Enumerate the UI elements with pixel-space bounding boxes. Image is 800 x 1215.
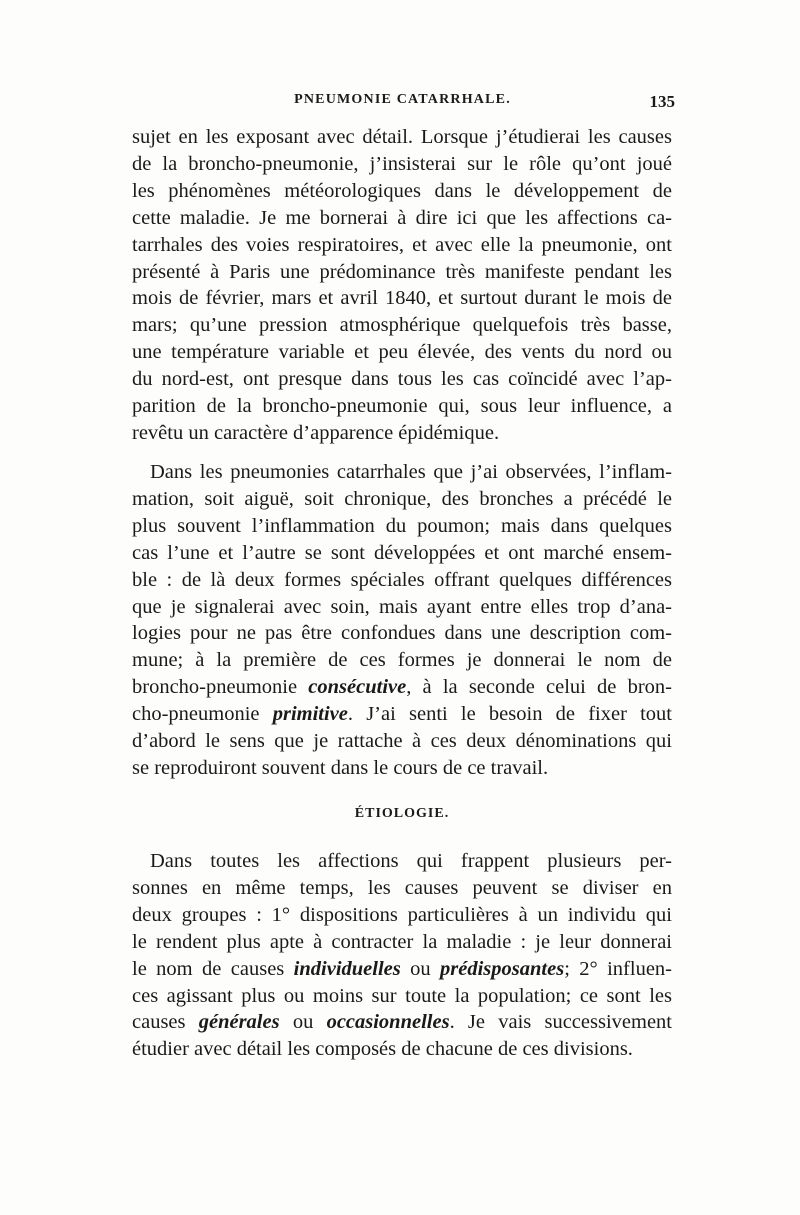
text-line	[132, 956, 672, 983]
text-line: Dans toutes les affections qui frappent plusieurs per-	[150, 850, 672, 872]
text-line: cette maladie. Je me bornerai à dire ici que les affections ca-	[132, 206, 672, 229]
text-line: une température variable et peu élevée, des vents du nord ou	[132, 341, 672, 364]
text-line: d’abord le sens que je rattache à ces deux dénominations qui	[132, 730, 672, 753]
running-title: PNEUMONIE CATARRHALE.	[294, 92, 511, 107]
text-line: mation, soit aiguë, soit chronique, des bronches a précédé le	[132, 487, 672, 510]
text-line: étudier avec détail les composés de chacune de ces divisions.	[132, 1038, 633, 1061]
text-line: cas l’une et l’autre se sont développées et ont marché ensem-	[132, 541, 672, 564]
text-line: les phénomènes météorologiques dans le développement de	[132, 179, 672, 202]
text-line: deux groupes : 1° dispositions particulières à un individu qui	[132, 903, 672, 926]
text-line	[132, 674, 672, 701]
text-run: ; 2° influen-	[564, 957, 672, 980]
text-run: . Je vais successivement	[449, 1011, 672, 1034]
text-line: de la broncho-pneumonie, j’insisterai sur le rôle qu’ont joué	[132, 152, 672, 175]
italic-term: occasionnelles	[326, 1011, 450, 1034]
text-run: ou	[279, 1011, 327, 1034]
text-line	[132, 701, 672, 728]
italic-term: générales	[198, 1011, 280, 1034]
text-line: tarrhales des voies respiratoires, et avec elle la pneumonie, ont	[132, 233, 672, 256]
text-line: mois de février, mars et avril 1840, et surtout durant le mois de	[132, 287, 672, 310]
text-line: se reproduiront souvent dans le cours de ce travail.	[132, 756, 549, 779]
text-run: ou	[400, 957, 441, 980]
italic-term: individuelles	[293, 957, 401, 980]
italic-term: primitive	[272, 703, 348, 726]
page-number: 135	[649, 92, 675, 111]
paragraph-2	[132, 459, 672, 782]
italic-term: consécutive	[308, 676, 407, 699]
text-run: , à la seconde celui de bron-	[406, 676, 672, 699]
text-line: présenté à Paris une prédominance très manifeste pendant les	[132, 260, 672, 283]
text-run: cho-pneumonie	[132, 703, 273, 726]
text-line: parition de la broncho-pneumonie qui, sous leur influence, a	[132, 395, 672, 418]
text-line	[132, 1009, 672, 1036]
text-line: sujet en les exposant avec détail. Lorsque j’étudierai les causes	[132, 126, 672, 148]
text-line: sonnes en même temps, les causes peuvent se diviser en	[132, 876, 672, 899]
paragraph-1	[132, 124, 672, 447]
text-run: le nom de causes	[132, 957, 294, 980]
running-head	[130, 92, 675, 116]
text-line: logies pour ne pas être confondues dans une description com-	[132, 622, 672, 645]
text-line: que je signalerai avec soin, mais ayant entre elles trop d’ana-	[132, 595, 672, 618]
text-line: ces agissant plus ou moins sur toute la population; ce sont les	[132, 984, 672, 1007]
italic-term: prédisposantes	[440, 957, 565, 980]
text-run: . J’ai senti le besoin de fixer tout	[347, 703, 672, 726]
text-line: revêtu un caractère d’apparence épidémique.	[132, 421, 500, 444]
text-line: ble : de là deux formes spéciales offrant quelques différences	[132, 568, 672, 591]
text-line: mars; qu’une pression atmosphérique quelquefois très basse,	[132, 314, 672, 337]
text-line: mune; à la première de ces formes je donnerai le nom de	[132, 649, 672, 672]
text-line: plus souvent l’inflammation du poumon; mais dans quelques	[132, 514, 672, 537]
text-line: du nord-est, ont presque dans tous les cas coïncidé avec l’ap-	[132, 368, 672, 391]
section-heading: ÉTIOLOGIE.	[354, 806, 450, 821]
text-run: causes	[132, 1011, 199, 1034]
paragraph-3	[132, 848, 672, 1063]
text-line: le rendent plus apte à contracter la maladie : je leur donnerai	[132, 930, 672, 953]
text-run: broncho-pneumonie	[132, 676, 309, 699]
text-line: Dans les pneumonies catarrhales que j’ai observées, l’inflam-	[150, 461, 672, 483]
